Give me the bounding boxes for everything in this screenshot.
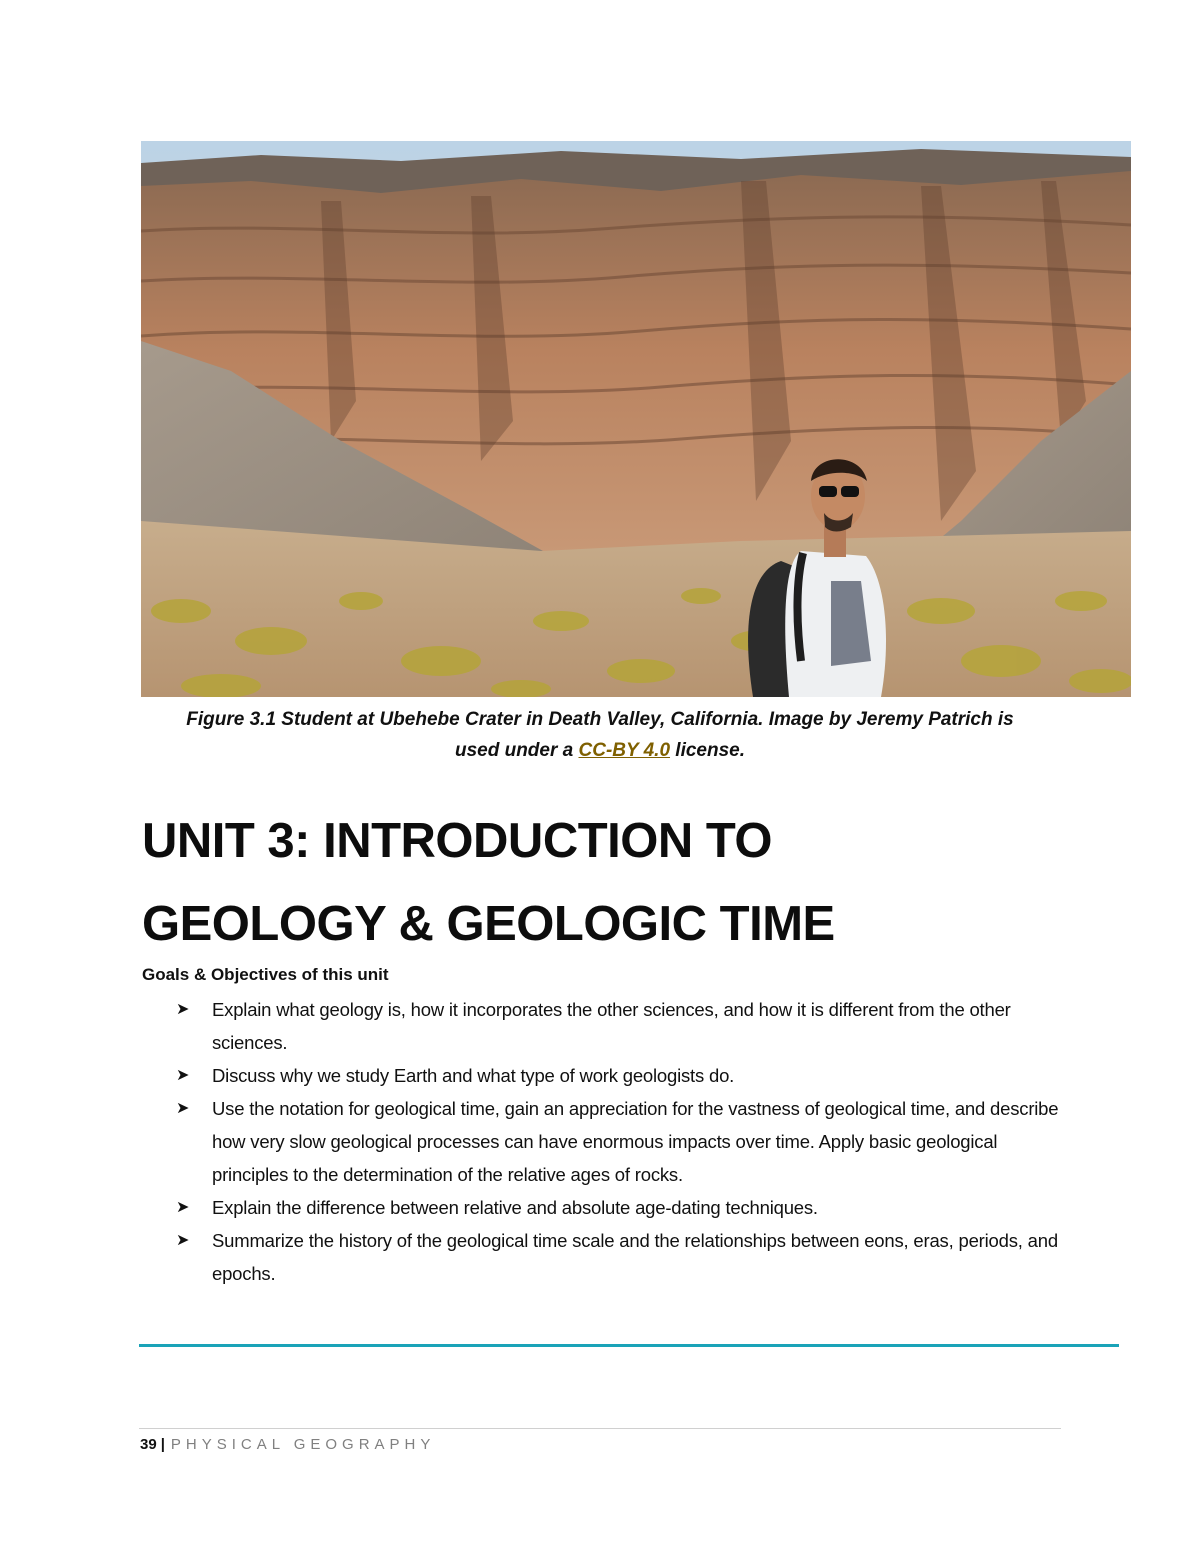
page-footer bbox=[140, 1434, 435, 1456]
goal-item bbox=[176, 1092, 1076, 1191]
arrow-bullet-icon: ➤ bbox=[176, 1232, 190, 1249]
goal-item bbox=[176, 993, 1076, 1059]
footer-separator: | bbox=[160, 1436, 165, 1453]
goal-item bbox=[176, 1224, 1076, 1290]
goal-text: Explain what geology is, how it incorporates the other sciences, and how it is different from the other sciences. bbox=[212, 999, 1011, 1053]
goal-item bbox=[176, 1191, 1076, 1224]
goal-text: Summarize the history of the geological time scale and the relationships between eons, eras, periods, and epochs. bbox=[212, 1230, 1058, 1284]
goals-heading: Goals & Objectives of this unit bbox=[142, 965, 389, 984]
canyon-photo-illustration bbox=[141, 141, 1131, 697]
caption-line-1: Figure 3.1 Student at Ubehebe Crater in Death Valley, California. Image by Jeremy Patrich is bbox=[186, 709, 1014, 730]
running-title: PHYSICAL GEOGRAPHY bbox=[170, 1436, 436, 1453]
caption-text-before-link: used under a bbox=[454, 740, 579, 761]
unit-title bbox=[142, 800, 1142, 966]
license-link[interactable]: CC-BY 4.0 bbox=[578, 740, 671, 761]
caption-text-after-link: license. bbox=[670, 740, 746, 761]
caption-line-2 bbox=[150, 735, 1050, 766]
arrow-bullet-icon: ➤ bbox=[176, 1100, 190, 1117]
footer-divider bbox=[139, 1428, 1061, 1429]
page-number: 39 bbox=[140, 1436, 157, 1453]
goal-text: Discuss why we study Earth and what type of work geologists do. bbox=[212, 1065, 735, 1086]
arrow-bullet-icon: ➤ bbox=[176, 1067, 190, 1084]
figure-caption bbox=[150, 704, 1050, 766]
section-divider bbox=[139, 1344, 1119, 1347]
goals-list bbox=[176, 993, 1076, 1290]
figure-photo bbox=[141, 141, 1131, 697]
arrow-bullet-icon: ➤ bbox=[176, 1001, 190, 1018]
goal-text: Explain the difference between relative and absolute age-dating techniques. bbox=[212, 1197, 818, 1218]
unit-title-line-1: UNIT 3: INTRODUCTION TO bbox=[142, 814, 773, 868]
goal-item bbox=[176, 1059, 1076, 1092]
arrow-bullet-icon: ➤ bbox=[176, 1199, 190, 1216]
goal-text: Use the notation for geological time, gain an appreciation for the vastness of geological time, and describe how very slow geological processes can have enormous impacts over time. Apply basic geological principles to the determination of the relative ages of rocks. bbox=[212, 1098, 1059, 1185]
unit-title-line-2: GEOLOGY & GEOLOGIC TIME bbox=[142, 897, 835, 951]
